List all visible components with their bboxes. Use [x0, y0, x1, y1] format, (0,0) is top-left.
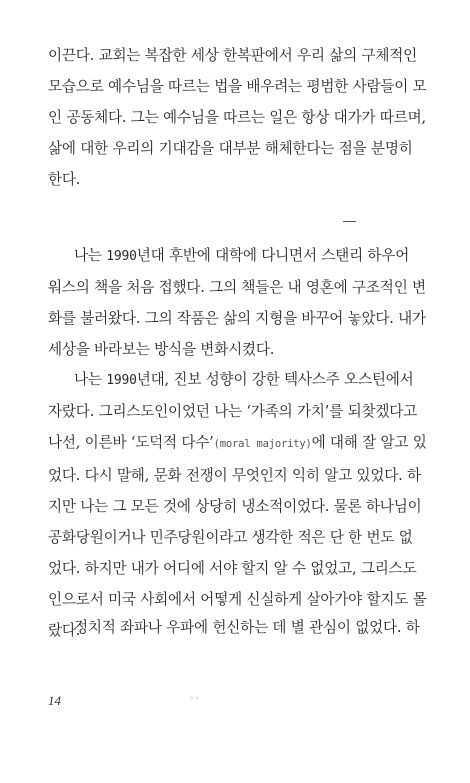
page-number: 14 — [48, 693, 61, 708]
text-segment: 나는 — [74, 247, 107, 264]
text-line: 삶에 대한 우리의 기대감을 대부분 해체한다는 점을 분명히 — [48, 140, 413, 157]
text-segment: 나선, 이른바 ‘도덕적 다수’ — [48, 434, 214, 451]
text-line: 었다. 다시 말해, 문화 전쟁이 무엇인지 익히 알고 있었다. 하 — [48, 467, 421, 484]
text-segment: 에 대해 잘 알고 있 — [311, 434, 427, 451]
footer-ornament: ◦◦ — [189, 694, 201, 703]
text-segment: 년대 후반에 대학에 다니면서 스탠리 하우어 — [136, 247, 410, 264]
text-segment: 나는 — [74, 371, 107, 388]
year-number: 1990 — [106, 373, 137, 388]
text-line: 인으로서 미국 사회에서 어떻게 신실하게 살아가야 할지도 몰 — [48, 591, 427, 608]
text-line: 세상을 바라보는 방식을 변화시켰다. — [48, 341, 275, 358]
top-paragraph — [48, 40, 427, 195]
text-line: 랐다. — [48, 622, 81, 639]
section-divider — [343, 221, 356, 222]
text-segment: 년대, 진보 성향이 강한 텍사스주 오스틴에서 — [136, 371, 414, 388]
text-line: 공화당원이거나 민주당원이라고 생각한 적은 단 한 번도 없 — [48, 529, 413, 546]
paragraph-austin — [48, 364, 427, 646]
text-line — [48, 427, 427, 460]
text-line — [48, 240, 420, 272]
text-line: 한다. — [48, 171, 81, 188]
text-line: 이끈다. 교회는 복잡한 세상 한복판에서 우리 삶의 구체적인 — [48, 47, 418, 64]
text-line: 었다. 하지만 내가 어디에 서야 할지 알 수 없었고, 그리스도 — [48, 560, 417, 577]
year-number: 1990 — [106, 249, 137, 264]
text-line: 인 공동체다. 그는 예수님을 따르는 일은 항상 대가가 따르며, — [48, 109, 426, 126]
text-line: 화를 불러왔다. 그의 작품은 삶의 지형을 바꾸어 놓았다. 내가 — [48, 310, 426, 327]
text-line: 자랐다. 그리스도인이었던 나는 ‘가족의 가치’를 되찾겠다고 — [48, 403, 418, 420]
paragraph-hauerwas — [48, 240, 426, 365]
text-line: 모습으로 예수님을 따르는 법을 배우려는 평범한 사람들이 모 — [48, 78, 427, 95]
paragraph-politics — [48, 612, 420, 643]
text-line: 지만 나는 그 모든 것에 상당히 냉소적이었다. 물론 하나님이 — [48, 498, 422, 515]
text-line: 워스의 책을 처음 접했다. 그의 책들은 내 영혼에 구조적인 변 — [48, 279, 426, 296]
text-line: 정치적 좌파나 우파에 헌신하는 데 별 관심이 없었다. 하 — [74, 619, 420, 636]
text-line — [48, 364, 420, 396]
english-gloss: (moral majority) — [213, 438, 312, 450]
